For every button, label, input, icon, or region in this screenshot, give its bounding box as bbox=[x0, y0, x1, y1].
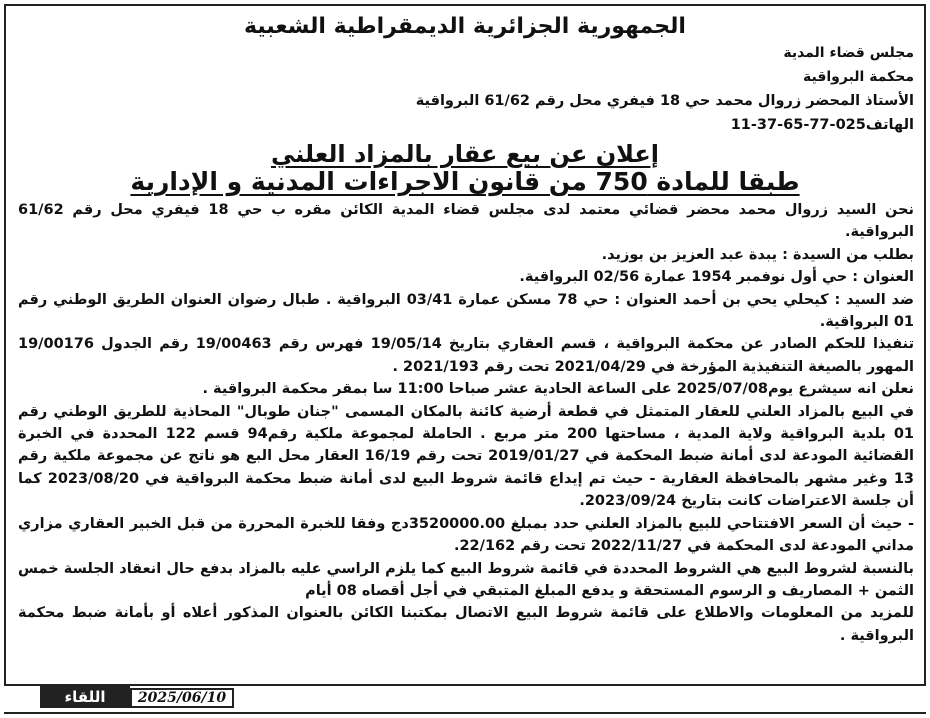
paragraph-requester: بطلب من السيدة : يبدة عبد العزيز بن بوزيد. bbox=[601, 246, 914, 263]
paragraph-requester-address: العنوان : حي أول نوفمبر 1954 عمارة 02/56 البرواقية. bbox=[519, 269, 914, 286]
court-council: مجلس قضاء المدية bbox=[783, 45, 914, 61]
notice-body bbox=[18, 199, 914, 647]
publication-date: 2025/06/10 bbox=[130, 688, 234, 708]
phone-number: الهاتف025-77-65-37-11 bbox=[730, 117, 914, 133]
paragraph-property: في البيع بالمزاد العلني للعقار المتمثل في قطعة أرضية كائنة بالمكان المسمى "جنان طوبال" المحاذية للطريق الوطني رقم 01 بلدية البرواقية ولاية المدية ، مساحتها 200 متر مربع . الحاملة لمجموعة ملكية رقم94 قسم 122 المحددة في الخبرة القضائية المودعة لدى أمانة ضبط المحكمة في 2019/01/27 تحت رقم 16/19 العقار محل البع هو ناتج عن مجموعة ملكية رقم 13 وغير مشهر بالمحافظة العقارية - حيث تم إيداع قائمة شروط البيع لدى أمانة ضبط محكمة البرواقية في 2023/08/20 كما أن جلسة الاعتراضات كانت بتاريخ 2023/09/24. bbox=[18, 403, 914, 510]
paragraph-bailiff: نحن السيد زروال محمد محضر قضائي معتمد لدى مجلس قضاء المدية الكائن مقره ب حي 18 فيفري محل رقم 61/62 البرواقية. bbox=[18, 202, 915, 241]
paragraph-defendants: ضد السيد : كيحلي يحي بن أحمد العنوان : حي 78 مسكن عمارة 03/41 البرواقية . طبال رضوان العنوان الطريق الوطني رقم 01 البرواقية. bbox=[18, 291, 914, 331]
court-name: محكمة البرواقية bbox=[802, 69, 914, 85]
paragraph-more-info: للمزيد من المعلومات والاطلاع على قائمة شروط البيع الاتصال بمكتبنا الكائن بالعنوان المذكور أعلاه أو بأمانة ضبط محكمة البرواقية . bbox=[18, 605, 914, 644]
announcement-title bbox=[0, 140, 930, 168]
announcement-title-text: إعلان عن بيع عقار بالمزاد العلني bbox=[270, 140, 660, 168]
paragraph-sale-terms: بالنسبة لشروط البيع هي الشروط المحددة في قائمة شروط البيع كما يلزم الراسي عليه بالمزاد بدفع حال انعقاد الجلسة خمس الثمن + المصاريف و الرسوم المستحقة و يدفع المبلغ المتبقي في أجل أقصاه 08 أيام bbox=[18, 560, 914, 599]
bottom-divider bbox=[4, 712, 926, 714]
paragraph-sale-date: نعلن انه سيشرع يوم2025/07/08 على الساعة الحادية عشر صباحا 11:00 سا بمقر محكمة البرواقية . bbox=[202, 381, 914, 398]
announcement-subtitle bbox=[0, 167, 930, 196]
republic-title: الجمهورية الجزائرية الديمقراطية الشعبية bbox=[244, 14, 686, 39]
paragraph-opening-price: - حيث أن السعر الافتتاحي للبيع بالمزاد العلني حدد بمبلغ 3520000.00دج وفقا للخبرة المحررة من قبل الخبير العقاري مزاري مداني المودعة لدى المحكمة في 2022/11/27 تحت رقم 22/162. bbox=[18, 515, 914, 555]
paragraph-judgment: تنفيذا للحكم الصادر عن محكمة البرواقية ، قسم العقاري بتاريخ 19/05/14 فهرس رقم 19/00463 رقم الجدول 19/00176 المهور بالصيغة التنفيذية المؤرخة في 2021/04/29 تحت رقم 2021/193 . bbox=[18, 336, 915, 375]
newspaper-label: اللقاء bbox=[40, 686, 130, 708]
bailiff-address: الأستاذ المحضر زروال محمد حي 18 فيفري محل رقم 61/62 البرواقية bbox=[415, 93, 914, 109]
announcement-subtitle-text: طبقا للمادة 750 من قانون الاجراءات المدنية و الإدارية bbox=[130, 167, 800, 196]
